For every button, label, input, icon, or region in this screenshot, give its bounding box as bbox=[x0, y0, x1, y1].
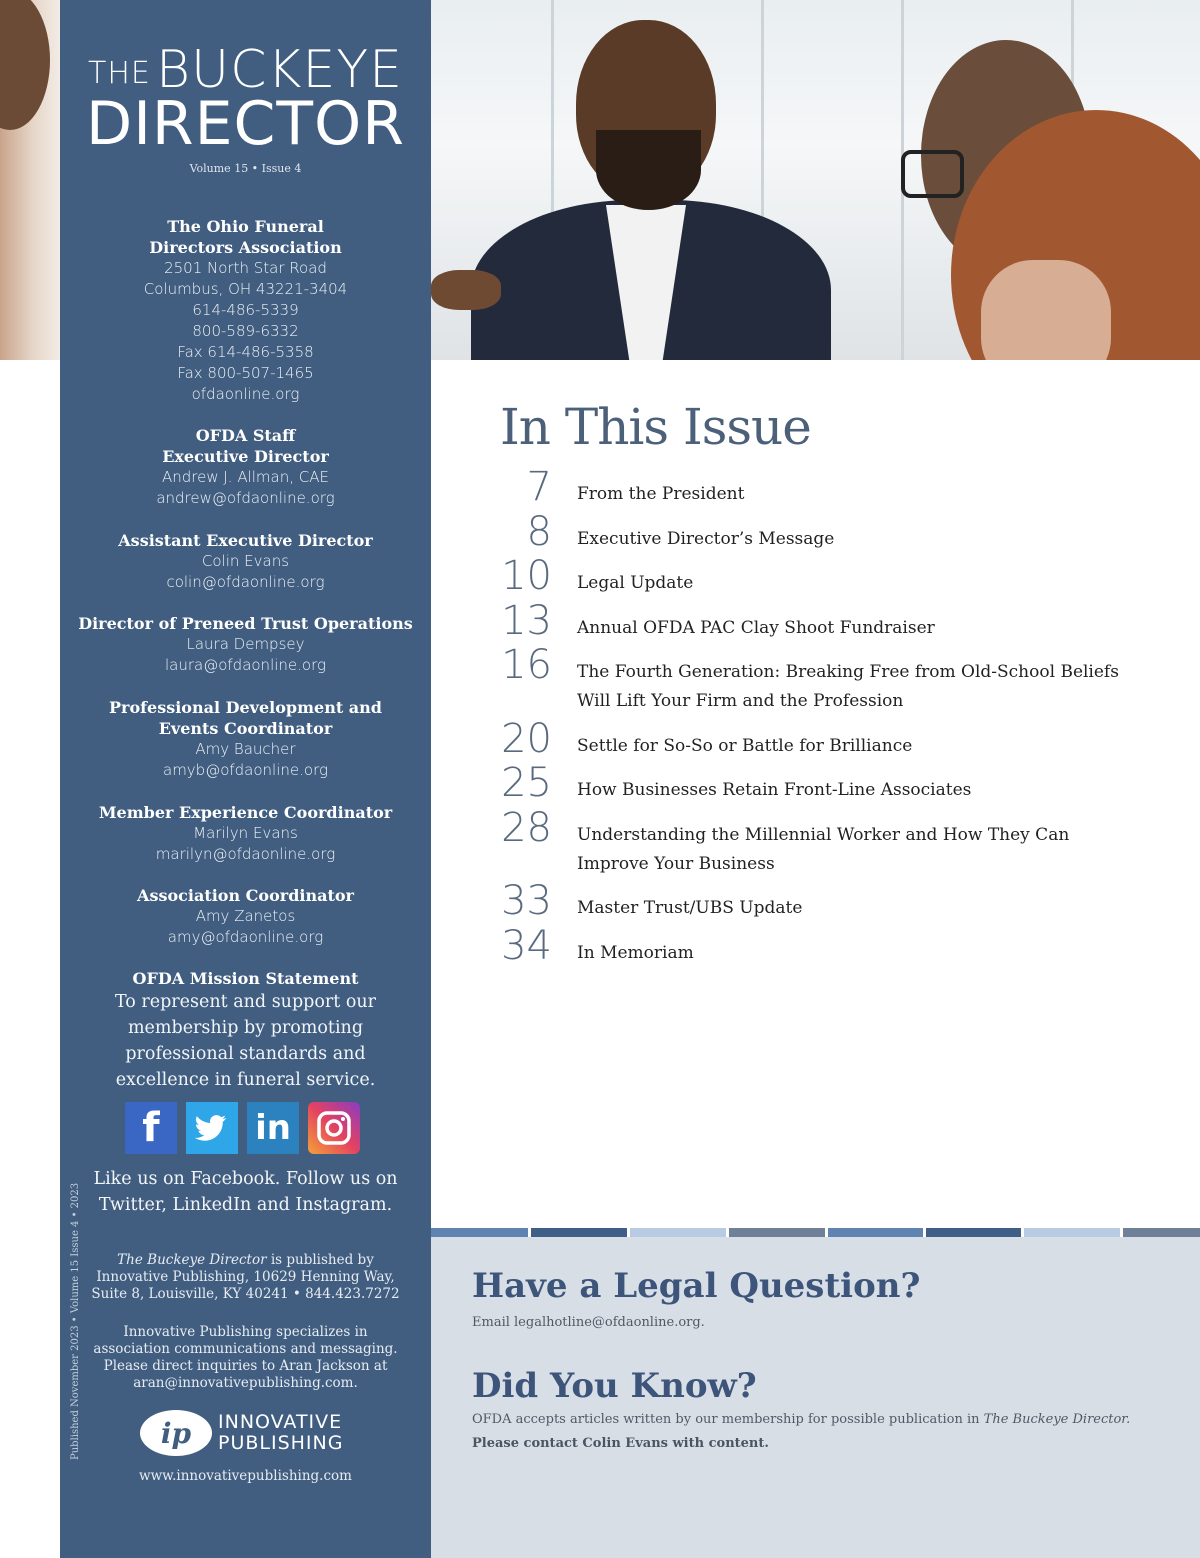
staff-assistant-executive-director bbox=[60, 530, 431, 593]
staff-email-link[interactable]: colin@ofdaonline.org bbox=[166, 573, 325, 591]
volume-issue: Volume 15 • Issue 4 bbox=[189, 162, 302, 175]
mission-line: membership by promoting bbox=[127, 1018, 364, 1038]
toc-title-line1: The Fourth Generation: Breaking Free from Old-School Beliefs bbox=[577, 662, 1119, 682]
toc-page-number: 20 bbox=[501, 716, 552, 762]
toc-page-number: 28 bbox=[501, 805, 552, 851]
decorative-stripe bbox=[729, 1228, 825, 1237]
staff-email-link[interactable]: andrew@ofdaonline.org bbox=[156, 489, 335, 507]
did-you-know-contact: Please contact Colin Evans with content. bbox=[472, 1436, 769, 1451]
linkedin-icon[interactable]: in bbox=[247, 1102, 299, 1154]
did-you-know-heading: Did You Know? bbox=[472, 1366, 757, 1406]
staff-name: Andrew J. Allman, CAE bbox=[161, 468, 329, 486]
social-invite bbox=[60, 1166, 431, 1218]
toc-page-number: 25 bbox=[501, 760, 552, 806]
staff-title-line1: Professional Development and bbox=[109, 698, 382, 717]
staff-title: Assistant Executive Director bbox=[118, 531, 373, 550]
publisher-line3: Suite 8, Louisville, KY 40241 • 844.423.7272 bbox=[91, 1286, 400, 1302]
decorative-stripe bbox=[828, 1228, 923, 1237]
masthead-the: THE bbox=[88, 56, 151, 91]
decorative-stripe bbox=[630, 1228, 726, 1237]
publisher-para-line: Innovative Publishing specializes in bbox=[123, 1324, 368, 1340]
legal-question-heading: Have a Legal Question? bbox=[472, 1266, 921, 1306]
mission-line: To represent and support our bbox=[114, 992, 377, 1012]
did-you-know-text bbox=[472, 1412, 1130, 1427]
toc-title-line2: Improve Your Business bbox=[577, 854, 775, 874]
publisher-para-line: association communications and messaging. bbox=[93, 1341, 398, 1357]
staff-name: Laura Dempsey bbox=[186, 635, 305, 653]
mission-line: professional standards and bbox=[125, 1044, 366, 1064]
toc-page-number: 34 bbox=[501, 923, 552, 969]
legal-hotline-email[interactable]: Email legalhotline@ofdaonline.org. bbox=[472, 1315, 705, 1330]
decorative-stripe bbox=[1024, 1228, 1120, 1237]
staff-heading: OFDA Staff bbox=[195, 426, 296, 445]
toc-title: Master Trust/UBS Update bbox=[577, 898, 803, 918]
innovative-publishing-logo bbox=[140, 1410, 360, 1456]
sidebar bbox=[60, 0, 431, 1558]
toc-page-number: 13 bbox=[501, 598, 552, 644]
publisher-info bbox=[60, 1252, 431, 1303]
staff-executive-director bbox=[60, 425, 431, 509]
toc-page-number: 10 bbox=[501, 553, 552, 599]
logo-word-innovative: INNOVATIVE bbox=[218, 1411, 343, 1433]
did-you-know-publication: The Buckeye Director. bbox=[983, 1412, 1131, 1427]
masthead-director: DIRECTOR bbox=[86, 89, 405, 159]
masthead-buckeye: BUCKEYE bbox=[155, 40, 403, 100]
publisher-line1: is published by bbox=[266, 1252, 374, 1268]
staff-title: Member Experience Coordinator bbox=[98, 803, 393, 822]
ip-logo-mark: ip bbox=[140, 1410, 212, 1456]
association-name-line1: The Ohio Funeral bbox=[167, 217, 324, 236]
association-name-line2: Directors Association bbox=[149, 238, 342, 257]
twitter-icon[interactable] bbox=[186, 1102, 238, 1154]
staff-name: Colin Evans bbox=[201, 552, 290, 570]
social-text-line1: Like us on Facebook. Follow us on bbox=[93, 1169, 398, 1189]
toc-title: How Businesses Retain Front-Line Associates bbox=[577, 780, 972, 800]
decorative-stripe bbox=[531, 1228, 627, 1237]
staff-name: Marilyn Evans bbox=[193, 824, 298, 842]
toc-page-number: 8 bbox=[526, 509, 552, 555]
cover-photo-left-edge bbox=[0, 0, 60, 360]
social-icons bbox=[125, 1102, 365, 1154]
staff-title: Executive Director bbox=[162, 447, 329, 466]
phone-1: 614-486-5339 bbox=[192, 301, 299, 319]
decorative-stripe bbox=[1123, 1228, 1200, 1237]
toc-title: From the President bbox=[577, 484, 745, 504]
staff-member-experience bbox=[60, 802, 431, 865]
publisher-specialty bbox=[60, 1324, 431, 1392]
decorative-stripe bbox=[431, 1228, 528, 1237]
association-info bbox=[60, 216, 431, 405]
toc-title-line2: Will Lift Your Firm and the Profession bbox=[577, 691, 904, 711]
fax-1: Fax 614-486-5358 bbox=[177, 343, 314, 361]
staff-email-link[interactable]: marilyn@ofdaonline.org bbox=[155, 845, 336, 863]
toc-title: Annual OFDA PAC Clay Shoot Fundraiser bbox=[577, 618, 935, 638]
staff-email-link[interactable]: amy@ofdaonline.org bbox=[167, 928, 324, 946]
publication-date-note: Published November 2023 • Volume 15 Issue 4 • 2023 bbox=[70, 1182, 81, 1460]
toc-title bbox=[577, 821, 1157, 879]
address-line2: Columbus, OH 43221-3404 bbox=[143, 280, 348, 298]
staff-title: Association Coordinator bbox=[137, 886, 354, 905]
staff-email-link[interactable]: laura@ofdaonline.org bbox=[164, 656, 326, 674]
mission-statement bbox=[60, 968, 431, 1093]
instagram-icon[interactable] bbox=[308, 1102, 360, 1154]
staff-association-coordinator bbox=[60, 885, 431, 948]
association-website-link[interactable]: ofdaonline.org bbox=[191, 385, 300, 403]
cover-photo bbox=[431, 0, 1200, 360]
social-text-line2: Twitter, LinkedIn and Instagram. bbox=[98, 1195, 393, 1215]
toc-title: In Memoriam bbox=[577, 943, 694, 963]
phone-2: 800-589-6332 bbox=[192, 322, 299, 340]
publisher-line2: Innovative Publishing, 10629 Henning Way, bbox=[96, 1269, 395, 1285]
fax-2: Fax 800-507-1465 bbox=[177, 364, 314, 382]
toc-title: Legal Update bbox=[577, 573, 694, 593]
toc-title: Executive Director’s Message bbox=[577, 529, 835, 549]
staff-title: Director of Preneed Trust Operations bbox=[78, 614, 413, 633]
masthead bbox=[60, 40, 431, 175]
staff-events-coordinator bbox=[60, 697, 431, 781]
publication-title: The Buckeye Director bbox=[117, 1252, 267, 1268]
toc-page-number: 7 bbox=[526, 464, 552, 510]
staff-title-line2: Events Coordinator bbox=[158, 719, 333, 738]
staff-name: Amy Baucher bbox=[195, 740, 296, 758]
facebook-icon[interactable]: f bbox=[125, 1102, 177, 1154]
toc-title bbox=[577, 658, 1157, 716]
did-you-know-text-start: OFDA accepts articles written by our membership for possible publication in bbox=[472, 1412, 984, 1427]
publisher-website-link[interactable]: www.innovativepublishing.com bbox=[139, 1468, 352, 1484]
decorative-stripe bbox=[926, 1228, 1021, 1237]
staff-email-link[interactable]: amyb@ofdaonline.org bbox=[163, 761, 328, 779]
toc-title: Settle for So-So or Battle for Brilliance bbox=[577, 736, 913, 756]
toc-page-number: 33 bbox=[501, 878, 552, 924]
publisher-para-line: Please direct inquiries to Aran Jackson at bbox=[103, 1358, 388, 1374]
mission-line: excellence in funeral service. bbox=[115, 1070, 376, 1090]
mission-heading: OFDA Mission Statement bbox=[132, 969, 359, 988]
address-line1: 2501 North Star Road bbox=[164, 259, 327, 277]
publisher-email-link[interactable]: aran@innovativepublishing.com. bbox=[133, 1375, 358, 1391]
toc-page-number: 16 bbox=[501, 642, 552, 688]
toc-title-line1: Understanding the Millennial Worker and How They Can bbox=[577, 825, 1070, 845]
staff-name: Amy Zanetos bbox=[195, 907, 296, 925]
staff-preneed-director bbox=[60, 613, 431, 676]
logo-word-publishing: PUBLISHING bbox=[218, 1432, 344, 1454]
contents-title: In This Issue bbox=[500, 398, 811, 456]
